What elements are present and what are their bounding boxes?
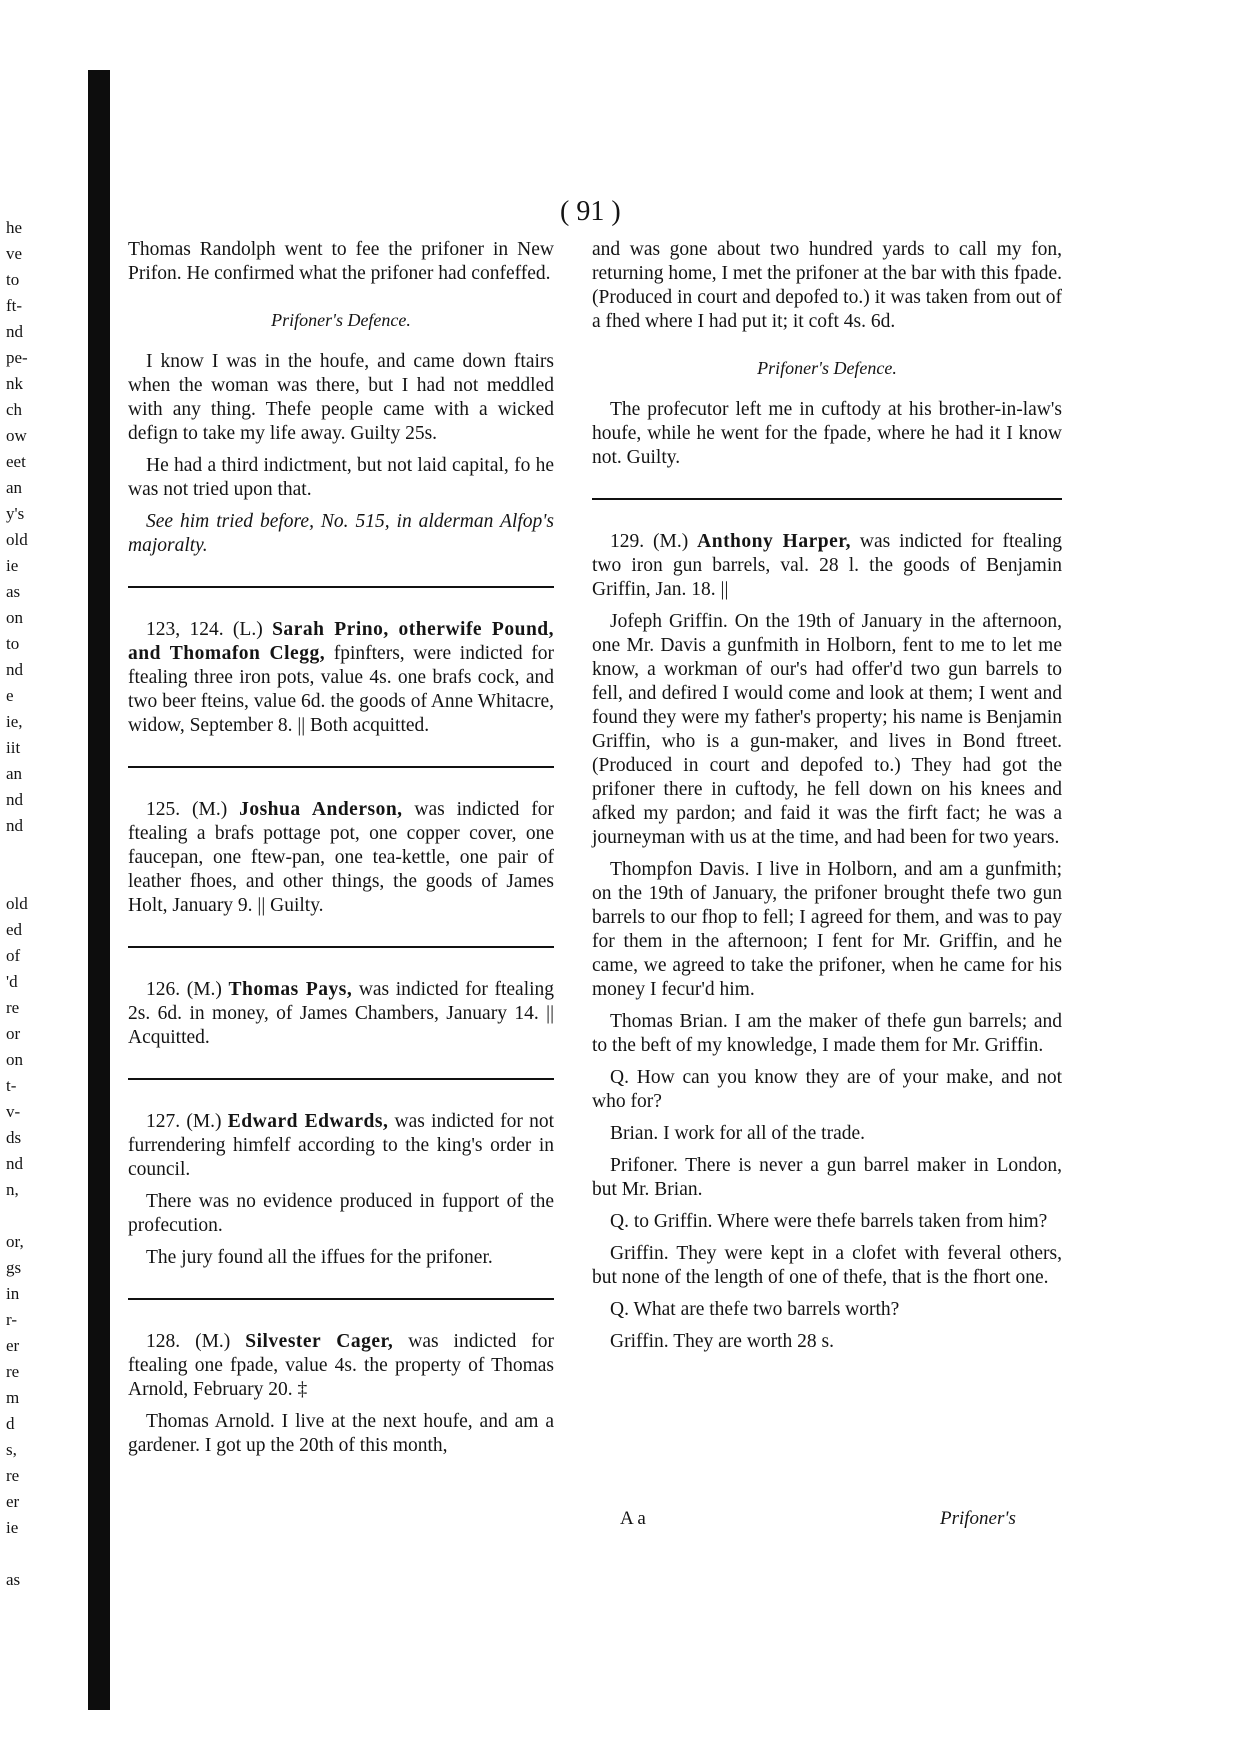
defendant-names: Joshua Anderson, bbox=[239, 799, 403, 820]
margin-fragment-line: nd bbox=[6, 660, 23, 679]
margin-fragment-line: v- bbox=[6, 1102, 21, 1121]
paragraph: There was no evidence produced in fupport of the profecution. bbox=[128, 1191, 554, 1236]
margin-fragment-line: 'd bbox=[6, 972, 18, 991]
margin-fragment-line: old bbox=[6, 894, 28, 913]
margin-fragment-line: or, bbox=[6, 1232, 24, 1251]
signature-mark: A a bbox=[620, 1508, 646, 1529]
divider bbox=[592, 498, 1062, 500]
margin-fragment-line: re bbox=[6, 1466, 20, 1485]
margin-fragment-line: ie bbox=[6, 1518, 19, 1537]
catchword: Prifoner's bbox=[940, 1508, 1016, 1529]
margin-fragment-line: y's bbox=[6, 504, 25, 523]
margin-fragment-line: e bbox=[6, 686, 14, 705]
case-number: 126. (M.) bbox=[146, 979, 222, 1000]
margin-fragment-line: of bbox=[6, 946, 21, 965]
margin-fragment-line: ft- bbox=[6, 296, 23, 315]
defendant-names: Sarah Prino, otherwife Pound, and Thomafon Clegg, bbox=[128, 619, 555, 664]
case-entry-127 bbox=[128, 1110, 554, 1182]
case-number: 125. (M.) bbox=[146, 799, 228, 820]
margin-fragment-line: re bbox=[6, 998, 20, 1017]
case-entry-125 bbox=[128, 798, 554, 918]
margin-fragment-line: or bbox=[6, 1024, 21, 1043]
margin-fragment-line bbox=[6, 865, 66, 891]
margin-fragment-line: er bbox=[6, 1492, 20, 1511]
margin-fragment-line bbox=[6, 839, 66, 865]
margin-fragment-line: nd bbox=[6, 1154, 23, 1173]
defendant-names: Silvester Cager, bbox=[245, 1331, 394, 1352]
paragraph: Thomas Arnold. I live at the next houfe, and am a gardener. I got up the 20th of this month, bbox=[128, 1411, 554, 1456]
case-text: was indicted for ftealing one fpade, value 4s. the property of Thomas Arnold, February 20. ‡ bbox=[128, 1331, 555, 1400]
margin-fragment-line: m bbox=[6, 1388, 20, 1407]
testimony: Jofeph Griffin. On the 19th of January in the afternoon, one Mr. Davis a gunfmith in Holborn, fent to me to let me know, a workman of our's had offer'd two gun barrels to fell, and defired I would come and look at them; I went and found they were my father's property; his name is Benjamin Griffin, who is a gun-maker, and lives in Bond ftreet. (Produced in court and depofed to.) They had got the prifoner there in cuftody, he fell down on his knees and afked my pardon; and faid it was the firft fact; he was a journeyman with us at the time, and had been for two years. bbox=[592, 611, 1062, 848]
margin-fragment-line: nd bbox=[6, 816, 23, 835]
divider bbox=[128, 586, 554, 588]
margin-fragment-line: nk bbox=[6, 374, 23, 393]
divider bbox=[128, 1298, 554, 1300]
section-heading: Prifoner's Defence. bbox=[757, 358, 897, 378]
margin-fragment-line: he bbox=[6, 218, 23, 237]
margin-fragment-line: er bbox=[6, 1336, 20, 1355]
testimony: Q. to Griffin. Where were thefe barrels taken from him? bbox=[610, 1211, 1048, 1232]
margin-fragment-line: ow bbox=[6, 426, 27, 445]
testimony: Thompfon Davis. I live in Holborn, and am a gunfmith; on the 19th of January, the prifoner brought thefe two gun barrels to our fhop to fell; I agreed for them, and was to pay for them in the afternoon; I fent for Mr. Griffin, and he came, we agreed to take the prifoner, when he came for his money I fecur'd him. bbox=[592, 859, 1062, 1000]
margin-fragment-line: d bbox=[6, 1414, 15, 1433]
margin-fragment-line: an bbox=[6, 478, 23, 497]
testimony: Thomas Brian. I am the maker of thefe gun barrels; and to the beft of my knowledge, I made them for Mr. Griffin. bbox=[592, 1011, 1062, 1056]
margin-fragment-line: old bbox=[6, 530, 28, 549]
left-column bbox=[128, 238, 554, 1466]
defendant-names: Thomas Pays, bbox=[228, 979, 353, 1000]
case-text: was indicted for ftealing 2s. 6d. in money, of James Chambers, January 14. || Acquitted. bbox=[128, 979, 555, 1048]
case-number: 127. (M.) bbox=[146, 1111, 222, 1132]
case-text: was indicted for ftealing a brafs pottage pot, one copper cover, one faucepan, one ftew-pan, one tea-kettle, one pair of leather fhoes, and other things, the goods of James Holt, January 9. || Guilty. bbox=[128, 799, 555, 916]
case-number: 128. (M.) bbox=[146, 1331, 231, 1352]
case-text: was indicted for ftealing two iron gun barrels, val. 28 l. the goods of Benjamin Griffin, Jan. 18. || bbox=[592, 531, 1063, 600]
paragraph: The jury found all the iffues for the prifoner. bbox=[146, 1247, 493, 1268]
margin-fragment-line: to bbox=[6, 270, 20, 289]
margin-fragment-line: ds bbox=[6, 1128, 22, 1147]
defendant-names: Anthony Harper, bbox=[697, 531, 851, 552]
margin-fragment-line: an bbox=[6, 764, 23, 783]
defendant-names: Edward Edwards, bbox=[227, 1111, 389, 1132]
margin-fragment-line: re bbox=[6, 1362, 20, 1381]
margin-fragment-line: iit bbox=[6, 738, 21, 757]
margin-fragment-line bbox=[6, 1203, 66, 1229]
margin-fragment-line: t- bbox=[6, 1076, 17, 1095]
margin-fragment-line: as bbox=[6, 582, 21, 601]
testimony: Griffin. They were kept in a clofet with feveral others, but none of the length of one of thefe, that is the fhort one. bbox=[592, 1243, 1062, 1288]
margin-fragment-line: ie bbox=[6, 556, 19, 575]
case-entry-126 bbox=[128, 978, 554, 1050]
divider bbox=[128, 946, 554, 948]
testimony: Brian. I work for all of the trade. bbox=[610, 1123, 866, 1144]
margin-fragment-line: nd bbox=[6, 322, 23, 341]
testimony: Griffin. They are worth 28 s. bbox=[610, 1331, 835, 1352]
testimony: Q. How can you know they are of your make, and not who for? bbox=[592, 1067, 1062, 1112]
margin-fragment-line: in bbox=[6, 1284, 20, 1303]
margin-fragment-line bbox=[6, 1541, 66, 1567]
margin-fragment-line: ie, bbox=[6, 712, 23, 731]
paragraph: The profecutor left me in cuftody at his brother-in-law's houfe, while he went for the fpade, where he had it I know not. Guilty. bbox=[592, 399, 1062, 468]
margin-fragment-line: as bbox=[6, 1570, 21, 1589]
case-text: fpinfters, were indicted for ftealing three iron pots, value 4s. one brafs cock, and two beer fteins, value 6d. the goods of Anne Whitacre, widow, September 8. || Both acquitted. bbox=[128, 643, 554, 736]
case-text: was indicted for not furrendering himfelf according to the king's order in council. bbox=[128, 1111, 554, 1180]
paragraph: Thomas Randolph went to fee the prifoner in New Prifon. He confirmed what the prifoner had confeffed. bbox=[128, 239, 554, 284]
divider bbox=[128, 1078, 554, 1080]
margin-fragment-line: ve bbox=[6, 244, 23, 263]
margin-fragment-line: nd bbox=[6, 790, 23, 809]
margin-fragment-line: ed bbox=[6, 920, 23, 939]
margin-fragment-line: pe- bbox=[6, 348, 28, 367]
case-entry-123 bbox=[128, 618, 554, 738]
case-entry-128 bbox=[128, 1330, 554, 1402]
testimony: Q. What are thefe two barrels worth? bbox=[610, 1299, 900, 1320]
facing-page-margin-fragments bbox=[6, 215, 66, 1593]
margin-fragment-line: on bbox=[6, 1050, 23, 1069]
margin-fragment-line: ch bbox=[6, 400, 23, 419]
section-heading: Prifoner's Defence. bbox=[271, 310, 411, 330]
page-number: ( 91 ) bbox=[560, 196, 621, 227]
paragraph: He had a third indictment, but not laid capital, fo he was not tried upon that. bbox=[128, 455, 554, 500]
margin-fragment-line: r- bbox=[6, 1310, 17, 1329]
margin-fragment-line: gs bbox=[6, 1258, 22, 1277]
right-column bbox=[592, 238, 1062, 1362]
margin-fragment-line: on bbox=[6, 608, 23, 627]
cross-reference: See him tried before, No. 515, in alderman Alfop's majoralty. bbox=[128, 511, 554, 556]
margin-fragment-line: eet bbox=[6, 452, 26, 471]
divider bbox=[128, 766, 554, 768]
paragraph: I know I was in the houfe, and came down ftairs when the woman was there, but I had not meddled with any thing. Thefe people came with a wicked defign to take my life away. Guilty 25s. bbox=[128, 351, 554, 444]
book-binding-shadow bbox=[88, 70, 110, 1710]
margin-fragment-line: to bbox=[6, 634, 20, 653]
case-number: 123, 124. (L.) bbox=[146, 619, 263, 640]
margin-fragment-line: n, bbox=[6, 1180, 19, 1199]
case-number: 129. (M.) bbox=[610, 531, 689, 552]
testimony: Prifoner. There is never a gun barrel maker in London, but Mr. Brian. bbox=[592, 1155, 1062, 1200]
paragraph: and was gone about two hundred yards to call my fon, returning home, I met the prifoner at the bar with this fpade. (Produced in court and depofed to.) it was taken from out of a fhed where I had put it; it coft 4s. 6d. bbox=[592, 239, 1062, 332]
case-entry-129 bbox=[592, 530, 1062, 602]
margin-fragment-line: s, bbox=[6, 1440, 17, 1459]
